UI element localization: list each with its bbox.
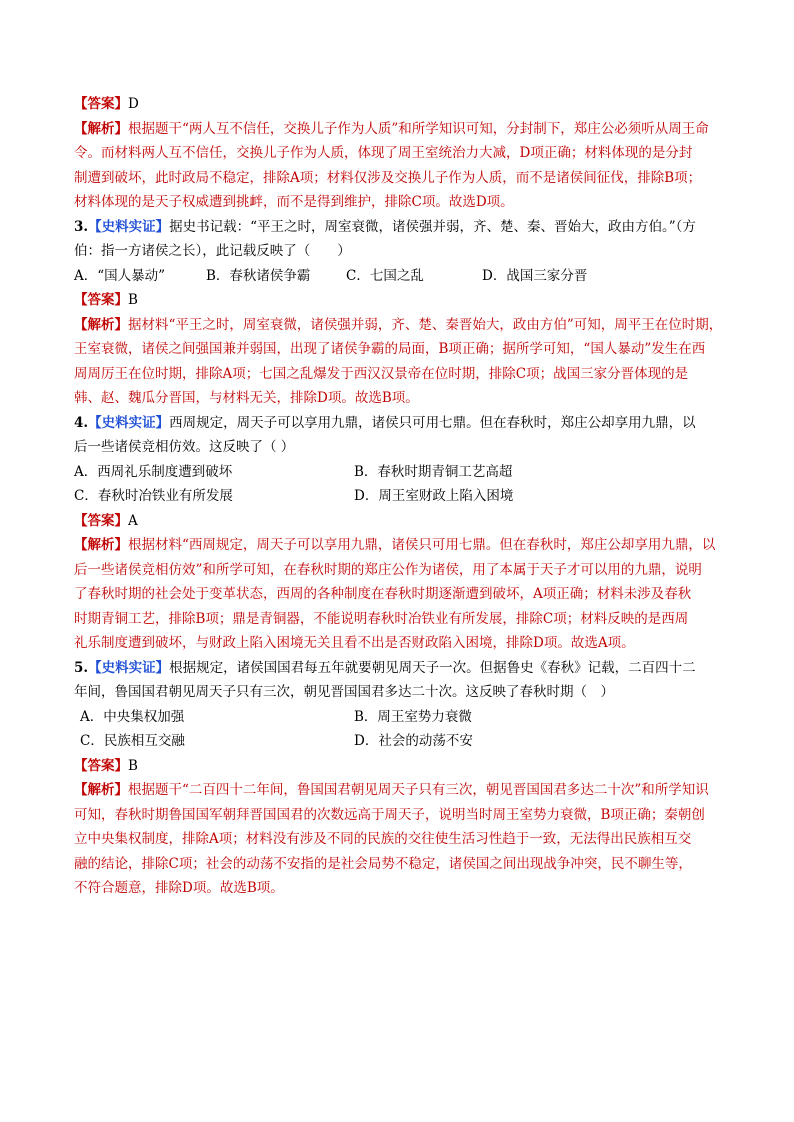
answer-tag: 【答案】 [74, 757, 128, 774]
question-number: 5. [74, 659, 89, 676]
option-d: D．战国三家分晋 [482, 267, 588, 284]
question-stem-cont: 后一些诸侯竞相仿效。这反映了（ ） [74, 439, 295, 455]
question-stem-cont: 伯：指一方诸侯之长），此记载反映了（ ） [74, 243, 351, 259]
analysis-line: 融的结论，排除C项；社会的动荡不安指的是社会局势不稳定，诸侯国之间出现战争冲突，民不聊生等， [74, 855, 692, 872]
analysis-line: 令。而材料两人互不信任，交换儿子作为人质，体现了周王室统治力大减，D项正确；材料体现的是分封 [74, 145, 693, 161]
option-d: D．社会的动荡不安 [354, 733, 473, 749]
analysis-line: 【解析】根据题干“二百四十二年间，鲁国国君朝见周天子只有三次，朝见晋国国君多达二十次”和所学知识 [74, 782, 709, 798]
analysis-line: 可知，春秋时期鲁国国军朝拜晋国国君的次数远高于周天子，说明当时周王室势力衰微，B项正确；秦朝创 [74, 806, 705, 823]
question-number: 4. [74, 414, 89, 431]
option-b: B．周王室势力衰微 [354, 708, 472, 725]
analysis-tag: 【解析】 [74, 537, 128, 553]
analysis-line: 【解析】根据题干“两人互不信任，交换儿子作为人质”和所学知识可知，分封制下，郑庄公必须听从周王命 [74, 120, 709, 137]
analysis-tag: 【解析】 [74, 120, 128, 137]
answer-value: D [128, 96, 139, 112]
analysis-line: 周周厉王在位时期，排除A项；七国之乱爆发于西汉汉景帝在位时期，排除C项；战国三家分晋体现的是 [74, 365, 689, 382]
analysis-tag: 【解析】 [74, 316, 128, 333]
answer-line [74, 754, 724, 779]
options-row [74, 460, 724, 485]
analysis-tag: 【解析】 [74, 782, 128, 798]
question-stem: 4.【史料实证】西周规定，周天子可以享用九鼎，诸侯只可用七鼎。但在春秋时，郑庄公却享用九鼎，以 [74, 414, 696, 431]
question-number: 3. [74, 218, 89, 235]
options-row [74, 729, 724, 754]
analysis-line: 制遭到破坏，此时政局不稳定，排除A项；材料仅涉及交换儿子作为人质，而不是诸侯间征伐，排除B项； [74, 169, 702, 186]
analysis-line: 不符合题意，排除D项。故选B项。 [74, 880, 284, 896]
question-tag: 【史料实证】 [88, 414, 170, 431]
option-d: D．周王室财政上陷入困境 [354, 488, 514, 504]
analysis-line: 【解析】根据材料“西周规定，周天子可以享用九鼎，诸侯只可用七鼎。但在春秋时，郑庄公却享用九鼎，以 [74, 537, 716, 553]
analysis-block [74, 117, 724, 215]
question-tag: 【史料实证】 [88, 659, 170, 676]
analysis-line: 韩、赵、魏瓜分晋国，与材料无关，排除D项。故选B项。 [74, 390, 419, 406]
analysis-line: 了春秋时期的社会处于变革状态，西周的各种制度在春秋时期逐渐遭到破坏，A项正确；材料未涉及春秋 [74, 586, 692, 602]
option-a: A．中央集权加强 [80, 708, 185, 725]
options-row [74, 484, 724, 509]
analysis-line: 王室衰微，诸侯之间强国兼并弱国，出现了诸侯争霸的局面，B项正确；据所学可知，“国人暴动”发生在西 [74, 341, 706, 357]
option-b: B．春秋诸侯争霸 [206, 267, 311, 284]
answer-line [74, 509, 724, 534]
analysis-line: 材料体现的是天子权威遭到挑衅，而不是得到维护，排除C项。故选D项。 [74, 194, 514, 210]
option-c: C．七国之乱 [346, 267, 424, 284]
analysis-line: 【解析】据材料“平王之时，周室衰微，诸侯强并弱，齐、楚、秦晋始大，政由方伯”可知，周平王在位时期， [74, 316, 723, 333]
document-page [74, 92, 724, 901]
answer-value: B [128, 757, 138, 774]
option-c: C．民族相互交融 [80, 733, 185, 749]
options-row [74, 705, 724, 730]
option-a: A．“国人暴动” [74, 267, 166, 284]
question-stem-cont: 年间，鲁国国君朝见周天子只有三次，朝见晋国国君多达二十次。这反映了春秋时期（ ） [74, 684, 614, 700]
analysis-line: 后一些诸侯竞相仿效”和所学可知，在春秋时期的郑庄公作为诸侯，用了本属于天子才可以用的九鼎，说明 [74, 561, 702, 578]
question-5 [74, 656, 724, 901]
analysis-line: 立中央集权制度，排除A项；材料没有涉及不同的民族的交往使生活习性趋于一致，无法得出民族相互交 [74, 831, 692, 847]
answer-tag: 【答案】 [74, 96, 128, 112]
answer-tag: 【答案】 [74, 292, 128, 308]
answer-value: A [128, 512, 138, 529]
option-c: C．春秋时冶铁业有所发展 [74, 488, 233, 504]
option-b: B．春秋时期青铜工艺高超 [354, 463, 513, 480]
analysis-line: 时期青铜工艺，排除B项；鼎是青铜器，不能说明春秋时冶铁业有所发展，排除C项；材料反映的是西周 [74, 610, 689, 627]
answer-line [74, 92, 724, 117]
question-3 [74, 215, 724, 411]
answer-value: B [128, 292, 138, 308]
analysis-line: 礼乐制度遭到破坏，与财政上陷入困境无关且看不出是否财政陷入困境，排除D项。故选A项。 [74, 635, 635, 651]
answer-line [74, 288, 724, 313]
question-tag: 【史料实证】 [88, 218, 170, 235]
question-stem: 3.【史料实证】据史书记载：“平王之时，周室衰微，诸侯强并弱，齐、楚、秦、晋始大，政由方伯。”（方 [74, 218, 696, 235]
option-a: A．西周礼乐制度遭到破坏 [74, 463, 233, 480]
options-row [74, 264, 724, 289]
question-4 [74, 411, 724, 656]
answer-tag: 【答案】 [74, 512, 128, 529]
question-stem: 5.【史料实证】根据规定，诸侯国国君每五年就要朝见周天子一次。但据鲁史《春秋》记载，二百四十二 [74, 659, 696, 676]
